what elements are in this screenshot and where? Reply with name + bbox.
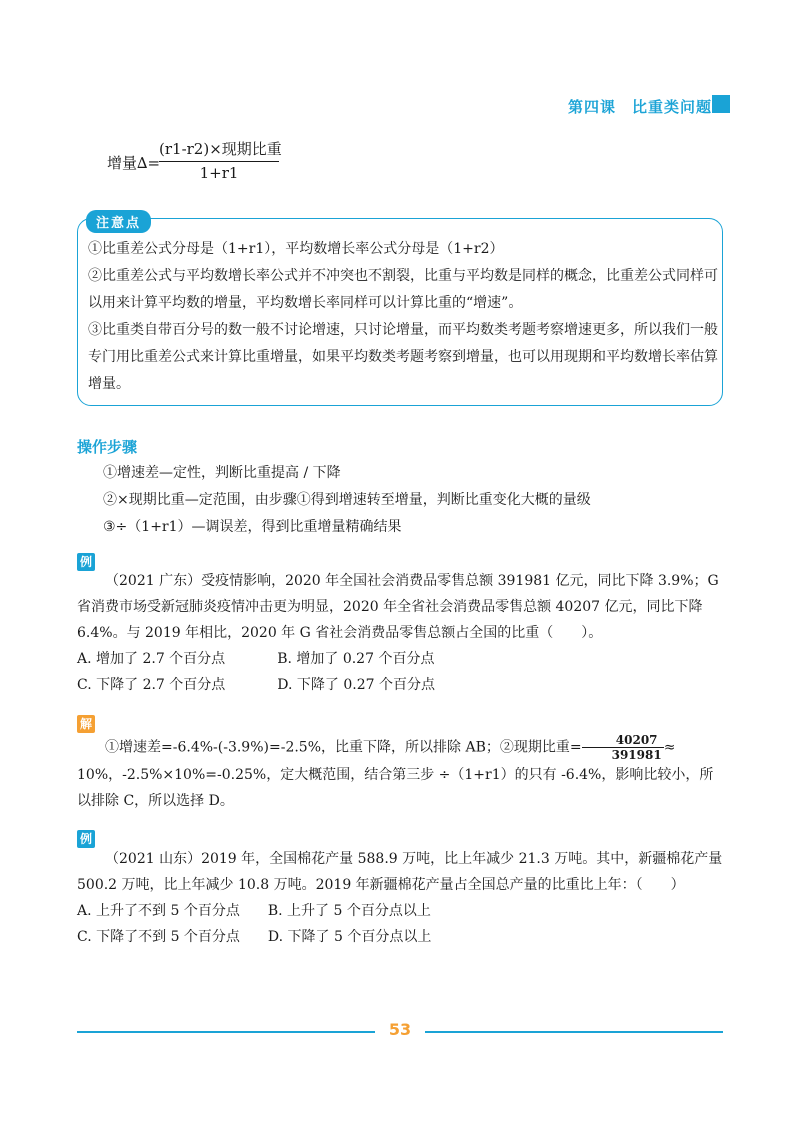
- note-content: [88, 236, 718, 398]
- example-2-option-b: B. 上升了 5 个百分点以上: [267, 903, 431, 919]
- example-1-option-c: C. 下降了 2.7 个百分点: [77, 677, 226, 693]
- note-line-1: ①比重差公式分母是（1+r1），平均数增长率公式分母是（1+r2）: [88, 241, 504, 257]
- example-1-question: （2021 广东）受疫情影响，2020 年全国社会消费品零售总额 391981 亿元，同比下降 3.9%；G 省消费市场受新冠肺炎疫情冲击更为明显，2020 年全省社会消费品零售总额 40207 亿元，同比下降 6.4%。与 2019 年相比，2020 年 G 省社会消费品零售总额占全国的比重（ ）。: [77, 573, 719, 641]
- step-item-3: ③÷（1+r1）—调误差，得到比重增量精确结果: [103, 519, 402, 535]
- formula-label: 增量∆=: [107, 154, 161, 172]
- example-2: [77, 846, 727, 950]
- example-tag-2: 例: [77, 830, 95, 848]
- page-number: 53: [388, 1020, 412, 1039]
- solution-fraction-numerator: 40207: [582, 733, 664, 748]
- solution-text: [77, 733, 727, 814]
- solution-tag: 解: [77, 715, 95, 733]
- formula-numerator: (r1-r2)×现期比重: [159, 140, 282, 158]
- footer-line-left: [77, 1031, 375, 1033]
- solution-part-1: ①增速差=-6.4%-(-3.9%)=-2.5%，比重下降，所以排除 AB；②现期比重=: [105, 739, 582, 756]
- example-tag-1: 例: [77, 553, 95, 571]
- note-tag: 注意点: [86, 210, 151, 233]
- example-2-option-c: C. 下降了不到 5 个百分点: [77, 929, 240, 945]
- step-item-1: ①增速差—定性，判断比重提高 / 下降: [103, 465, 341, 481]
- example-2-question: （2021 山东）2019 年，全国棉花产量 588.9 万吨，比上年减少 21.3 万吨。其中，新疆棉花产量 500.2 万吨，比上年减少 10.8 万吨。2019 年新疆棉花产量占全国总产量的比重比上年：（ ）: [77, 851, 723, 893]
- example-2-option-d: D. 下降了 5 个百分点以上: [267, 929, 432, 945]
- step-item-2: ②×现期比重—定范围，由步骤①得到增速转至增量，判断比重变化大概的量级: [103, 492, 591, 508]
- example-2-options-row-1: [77, 898, 727, 924]
- example-1-options-row-1: [77, 646, 727, 672]
- solution-fraction-denominator: 391981: [611, 748, 662, 762]
- header-color-block: [712, 95, 730, 113]
- note-line-3: ③比重类自带百分号的数一般不讨论增速，只讨论增量，而平均数类考题考察增速更多，所以我们一般专门用比重差公式来计算比重增量，如果平均数类考题考察到增量，也可以用现期和平均数增长率估算增量。: [88, 322, 718, 392]
- example-1: [77, 568, 727, 698]
- solution-fraction: [582, 733, 664, 762]
- chapter-title: 第四课 比重类问题: [567, 98, 712, 116]
- steps-list: [103, 460, 591, 541]
- example-1-option-b: B. 增加了 0.27 个百分点: [277, 651, 435, 667]
- fraction-bar: [159, 161, 279, 162]
- solution: [77, 733, 727, 814]
- formula-denominator: 1+r1: [199, 164, 239, 182]
- solution-part-2: ≈ 10%，-2.5%×10%=-0.25%，定大概范围，结合第三步 ÷（1+r1）的只有 -6.4%，影响比较小，所以排除 C，所以选择 D。: [77, 739, 714, 809]
- example-1-option-a: A. 增加了 2.7 个百分点: [77, 651, 226, 667]
- note-line-2: ②比重差公式与平均数增长率公式并不冲突也不割裂，比重与平均数是同样的概念，比重差公式同样可以用来计算平均数的增量，平均数增长率同样可以计算比重的“增速”。: [88, 268, 718, 311]
- formula-fraction: [159, 138, 282, 182]
- example-1-option-d: D. 下降了 0.27 个百分点: [277, 677, 435, 693]
- example-1-options-row-2: [77, 672, 727, 698]
- example-2-option-a: A. 上升了不到 5 个百分点: [77, 903, 240, 919]
- example-2-options-row-2: [77, 924, 727, 950]
- footer-line-right: [425, 1031, 723, 1033]
- steps-title: 操作步骤: [77, 438, 138, 456]
